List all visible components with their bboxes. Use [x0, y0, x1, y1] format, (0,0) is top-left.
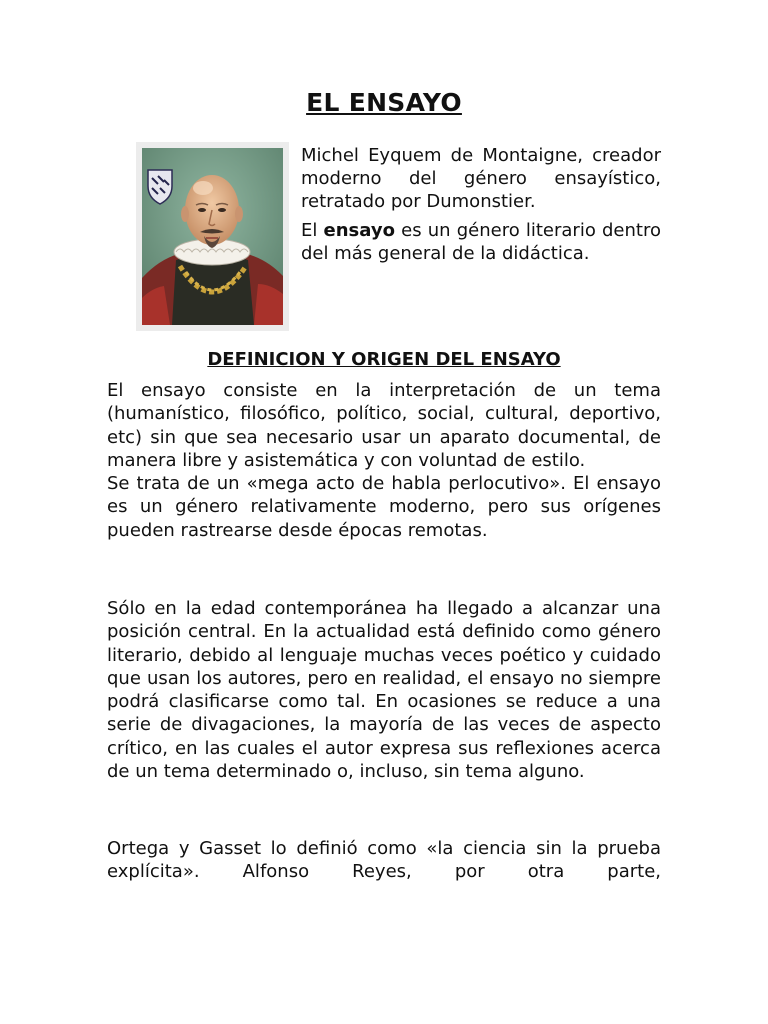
definition-emphasis: ensayo [323, 220, 395, 241]
section-heading: DEFINICION Y ORIGEN DEL ENSAYO [207, 349, 561, 370]
portrait-caption: Michel Eyquem de Montaigne, creador moderno del género ensayístico, retratado por Dumonstier. [301, 145, 661, 212]
intro-text [301, 144, 661, 271]
body-section-3 [107, 837, 661, 884]
paragraph-definition: El ensayo consiste en la interpretación de un tema (humanístico, filosófico, político, social, cultural, deportivo, etc) sin que sea necesario usar un aparato documental, de manera libre y asistemática y con voluntad de estilo. [107, 380, 661, 471]
definition-lead: El [301, 220, 324, 241]
document-title: EL ENSAYO [306, 88, 462, 117]
montaigne-portrait [136, 142, 289, 331]
definition-rest: es un género literario dentro del más general de la didáctica. [301, 220, 661, 264]
portrait-illustration [142, 148, 283, 325]
paragraph-contemporary: Sólo en la edad contemporánea ha llegado a alcanzar una posición central. En la actualidad está definido como género literario, debido al lenguaje muchas veces poético y cuidado que usan los autores, pero en realidad, el ensayo no siempre podrá clasificarse como tal. En ocasiones se reduce a una serie de divagaciones, la mayoría de las veces de aspecto crítico, en las cuales el autor expresa sus reflexiones acerca de un tema determinado o, incluso, sin tema alguno. [107, 598, 661, 783]
body-section-1 [107, 379, 661, 542]
genre-definition [301, 219, 661, 265]
paragraph-ortega: Ortega y Gasset lo definió como «la ciencia sin la prueba explícita». Alfonso Reyes, por otra parte, [107, 838, 661, 883]
paragraph-origin: Se trata de un «mega acto de habla perlocutivo». El ensayo es un género relativamente moderno, pero sus orígenes pueden rastrearse desde épocas remotas. [107, 473, 661, 541]
body-section-2 [107, 597, 661, 783]
